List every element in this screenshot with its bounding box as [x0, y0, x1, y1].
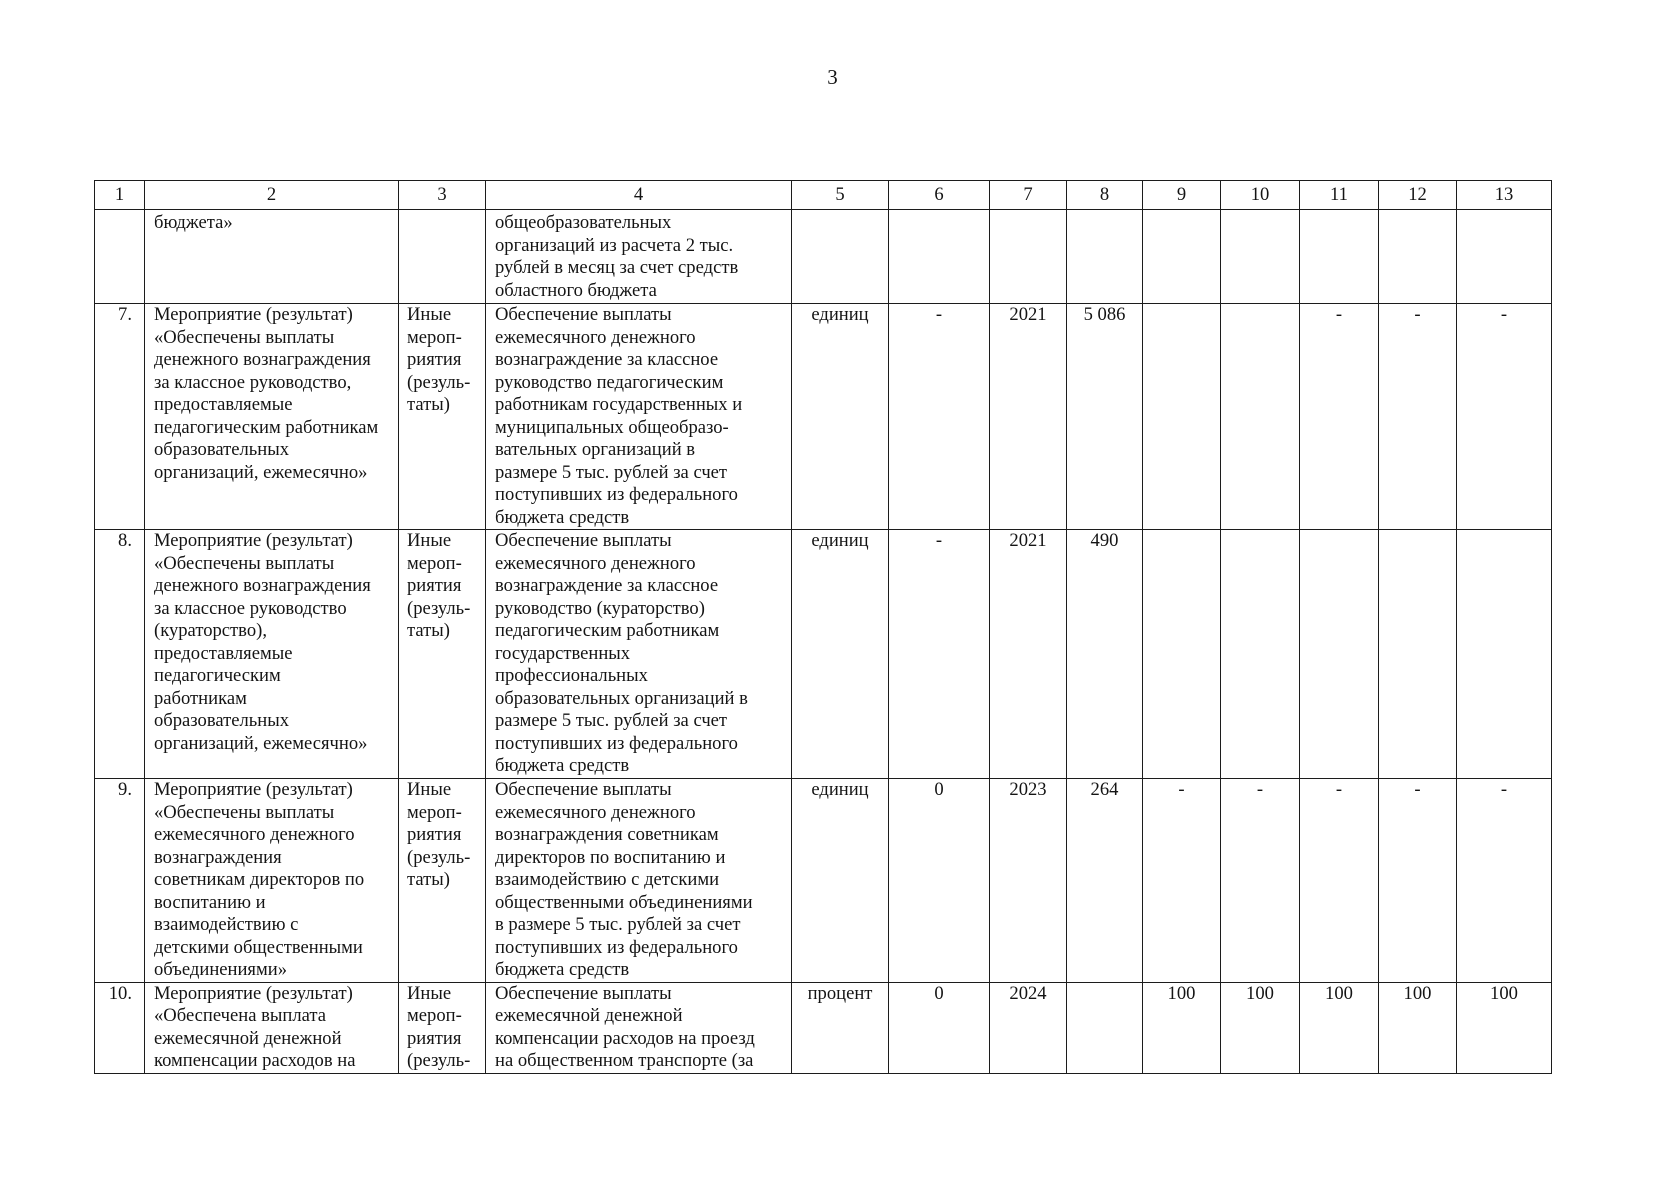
- activity-description: [486, 530, 792, 779]
- text-line: бюджета средств: [495, 755, 630, 776]
- value-cell-10: [1221, 210, 1300, 304]
- value-cell-13: 100: [1457, 982, 1552, 1073]
- text-line: поступивших из федерального: [495, 732, 738, 754]
- value-cell-12: -: [1379, 779, 1457, 983]
- column-header: 1: [95, 181, 145, 210]
- value-cell-10: [1221, 530, 1300, 779]
- value-cell-13: -: [1457, 779, 1552, 983]
- table-row: [95, 982, 1552, 1073]
- value-cell-7: 2023: [990, 779, 1067, 983]
- value-cell-13: -: [1457, 304, 1552, 530]
- text-line: таты): [407, 869, 450, 890]
- value-cell-6: [889, 210, 990, 304]
- text-line: предоставляемые: [154, 394, 293, 415]
- value-cell-7: [990, 210, 1067, 304]
- text-line: бюджета средств: [495, 506, 630, 528]
- row-number: 10.: [95, 982, 145, 1073]
- text-line: размере 5 тыс. рублей за счет: [495, 710, 728, 731]
- text-line: «Обеспечены выплаты: [154, 552, 335, 574]
- row-number: [95, 210, 145, 304]
- text-line: вознаграждение за классное: [495, 349, 719, 370]
- value-cell-11: -: [1300, 304, 1379, 530]
- value-cell-12: 100: [1379, 982, 1457, 1073]
- text-line: объединениями»: [154, 959, 287, 980]
- text-line: директоров по воспитанию и: [495, 846, 726, 868]
- value-cell-7: 2021: [990, 530, 1067, 779]
- text-line: риятия: [407, 349, 462, 370]
- text-line: мероп-: [407, 1005, 462, 1026]
- text-line: «Обеспечены выплаты: [154, 326, 335, 348]
- value-cell-8: [1067, 982, 1143, 1073]
- text-line: Мероприятие (результат): [154, 304, 353, 325]
- text-line: ежемесячной денежной: [495, 1005, 683, 1026]
- text-line: риятия: [407, 824, 462, 845]
- text-line: организаций из расчета 2 тыс.: [495, 234, 734, 256]
- column-header: 11: [1300, 181, 1379, 210]
- value-cell-13: [1457, 530, 1552, 779]
- text-line: организаций, ежемесячно»: [154, 461, 368, 483]
- activity-name: [145, 210, 399, 304]
- text-line: муниципальных общеобразо-: [495, 416, 729, 438]
- column-header: 10: [1221, 181, 1300, 210]
- text-line: Мероприятие (результат): [154, 982, 353, 1004]
- text-line: вательных организаций в: [495, 439, 696, 460]
- text-line: воспитанию и: [154, 891, 266, 913]
- text-line: вознаграждение за классное: [495, 575, 719, 596]
- column-header: 2: [145, 181, 399, 210]
- text-line: предоставляемые: [154, 642, 293, 664]
- text-line: таты): [407, 394, 450, 415]
- unit-cell: единиц: [792, 304, 889, 530]
- text-line: на общественном транспорте (за: [495, 1050, 754, 1071]
- text-line: организаций, ежемесячно»: [154, 732, 368, 754]
- text-line: руководство (кураторство): [495, 597, 705, 619]
- value-cell-11: [1300, 530, 1379, 779]
- activity-description: [486, 779, 792, 983]
- text-line: риятия: [407, 575, 462, 596]
- text-line: образовательных: [154, 710, 290, 731]
- text-line: взаимодействию с детскими: [495, 869, 720, 890]
- text-line: денежного вознаграждения: [154, 349, 371, 370]
- value-cell-11: 100: [1300, 982, 1379, 1073]
- text-line: компенсации расходов на проезд: [495, 1027, 755, 1049]
- page-number: 3: [827, 65, 838, 89]
- text-line: (резуль-: [407, 846, 471, 868]
- text-line: Обеспечение выплаты: [495, 304, 672, 325]
- text-line: в размере 5 тыс. рублей за счет: [495, 914, 741, 935]
- text-line: (резуль-: [407, 371, 471, 393]
- activity-description: [486, 982, 792, 1073]
- value-cell-6: -: [889, 530, 990, 779]
- value-cell-12: -: [1379, 304, 1457, 530]
- column-header: 8: [1067, 181, 1143, 210]
- text-line: работникам: [154, 687, 247, 709]
- row-number: 9.: [95, 779, 145, 983]
- value-cell-10: [1221, 304, 1300, 530]
- text-line: Мероприятие (результат): [154, 530, 353, 551]
- row-number: 8.: [95, 530, 145, 779]
- value-cell-11: -: [1300, 779, 1379, 983]
- text-line: детскими общественными: [154, 936, 363, 958]
- table-row: [95, 304, 1552, 530]
- text-line: Обеспечение выплаты: [495, 982, 672, 1004]
- text-line: ежемесячной денежной: [154, 1027, 342, 1049]
- text-line: ежемесячного денежного: [495, 326, 696, 348]
- column-header: 13: [1457, 181, 1552, 210]
- activity-name: [145, 304, 399, 530]
- text-line: Обеспечение выплаты: [495, 779, 672, 800]
- text-line: Мероприятие (результат): [154, 779, 353, 800]
- text-line: общественными объединениями: [495, 891, 753, 913]
- activity-type: [399, 982, 486, 1073]
- column-header: 6: [889, 181, 990, 210]
- text-line: поступивших из федерального: [495, 936, 738, 958]
- column-header: 12: [1379, 181, 1457, 210]
- text-line: образовательных: [154, 439, 290, 460]
- text-line: педагогическим работникам: [495, 620, 720, 641]
- text-line: компенсации расходов на: [154, 1050, 356, 1071]
- text-line: педагогическим работникам: [154, 416, 379, 438]
- table-row: [95, 210, 1552, 304]
- value-cell-8: 490: [1067, 530, 1143, 779]
- text-line: ежемесячного денежного: [495, 552, 696, 574]
- text-line: вознаграждения: [154, 846, 282, 868]
- value-cell-6: -: [889, 304, 990, 530]
- unit-cell: процент: [792, 982, 889, 1073]
- text-line: Иные: [407, 530, 452, 551]
- activity-type: [399, 304, 486, 530]
- table-row: [95, 779, 1552, 983]
- text-line: работникам государственных и: [495, 394, 743, 415]
- value-cell-11: [1300, 210, 1379, 304]
- text-line: вознаграждения советникам: [495, 824, 719, 845]
- text-line: Иные: [407, 779, 452, 800]
- text-line: взаимодействию с: [154, 914, 299, 935]
- text-line: ежемесячного денежного: [154, 824, 355, 845]
- text-line: областного бюджета: [495, 279, 657, 301]
- value-cell-10: -: [1221, 779, 1300, 983]
- value-cell-9: [1143, 530, 1221, 779]
- text-line: Иные: [407, 304, 452, 325]
- text-line: «Обеспечена выплата: [154, 1005, 326, 1026]
- value-cell-12: [1379, 530, 1457, 779]
- unit-cell: [792, 210, 889, 304]
- column-header: 9: [1143, 181, 1221, 210]
- value-cell-9: 100: [1143, 982, 1221, 1073]
- text-line: риятия: [407, 1027, 462, 1049]
- value-cell-6: 0: [889, 982, 990, 1073]
- text-line: педагогическим: [154, 665, 281, 686]
- results-table: [94, 180, 1552, 1074]
- value-cell-9: [1143, 304, 1221, 530]
- text-line: мероп-: [407, 801, 462, 823]
- unit-cell: единиц: [792, 530, 889, 779]
- text-line: (резуль-: [407, 597, 471, 619]
- value-cell-10: 100: [1221, 982, 1300, 1073]
- text-line: поступивших из федерального: [495, 484, 738, 505]
- column-header: 5: [792, 181, 889, 210]
- text-line: бюджета средств: [495, 959, 630, 980]
- activity-name: [145, 779, 399, 983]
- value-cell-7: 2024: [990, 982, 1067, 1073]
- text-line: общеобразовательных: [495, 212, 672, 233]
- column-header: 4: [486, 181, 792, 210]
- value-cell-6: 0: [889, 779, 990, 983]
- text-line: ежемесячного денежного: [495, 801, 696, 823]
- text-line: государственных: [495, 642, 631, 664]
- value-cell-8: [1067, 210, 1143, 304]
- text-line: советникам директоров по: [154, 869, 365, 890]
- value-cell-8: 264: [1067, 779, 1143, 983]
- text-line: Обеспечение выплаты: [495, 530, 672, 551]
- column-header: 3: [399, 181, 486, 210]
- text-line: денежного вознаграждения: [154, 575, 371, 596]
- activity-type: [399, 530, 486, 779]
- text-line: профессиональных: [495, 665, 648, 686]
- value-cell-13: [1457, 210, 1552, 304]
- row-number: 7.: [95, 304, 145, 530]
- text-line: за классное руководство: [154, 597, 347, 619]
- activity-name: [145, 982, 399, 1073]
- activity-description: [486, 210, 792, 304]
- value-cell-12: [1379, 210, 1457, 304]
- text-line: Иные: [407, 982, 452, 1004]
- text-line: рублей в месяц за счет средств: [495, 257, 739, 278]
- activity-type: [399, 210, 486, 304]
- text-line: размере 5 тыс. рублей за счет: [495, 461, 728, 483]
- table-row: [95, 530, 1552, 779]
- text-line: мероп-: [407, 552, 462, 574]
- value-cell-9: [1143, 210, 1221, 304]
- value-cell-7: 2021: [990, 304, 1067, 530]
- activity-type: [399, 779, 486, 983]
- text-line: за классное руководство,: [154, 371, 352, 393]
- value-cell-8: 5 086: [1067, 304, 1143, 530]
- text-line: бюджета»: [154, 212, 233, 233]
- table-header-row: [95, 181, 1552, 210]
- text-line: (резуль-: [407, 1050, 471, 1071]
- text-line: «Обеспечены выплаты: [154, 801, 335, 823]
- text-line: (кураторство),: [154, 620, 267, 641]
- text-line: таты): [407, 620, 450, 641]
- unit-cell: единиц: [792, 779, 889, 983]
- activity-description: [486, 304, 792, 530]
- column-header: 7: [990, 181, 1067, 210]
- text-line: образовательных организаций в: [495, 687, 748, 709]
- value-cell-9: -: [1143, 779, 1221, 983]
- text-line: мероп-: [407, 326, 462, 348]
- activity-name: [145, 530, 399, 779]
- text-line: руководство педагогическим: [495, 371, 724, 393]
